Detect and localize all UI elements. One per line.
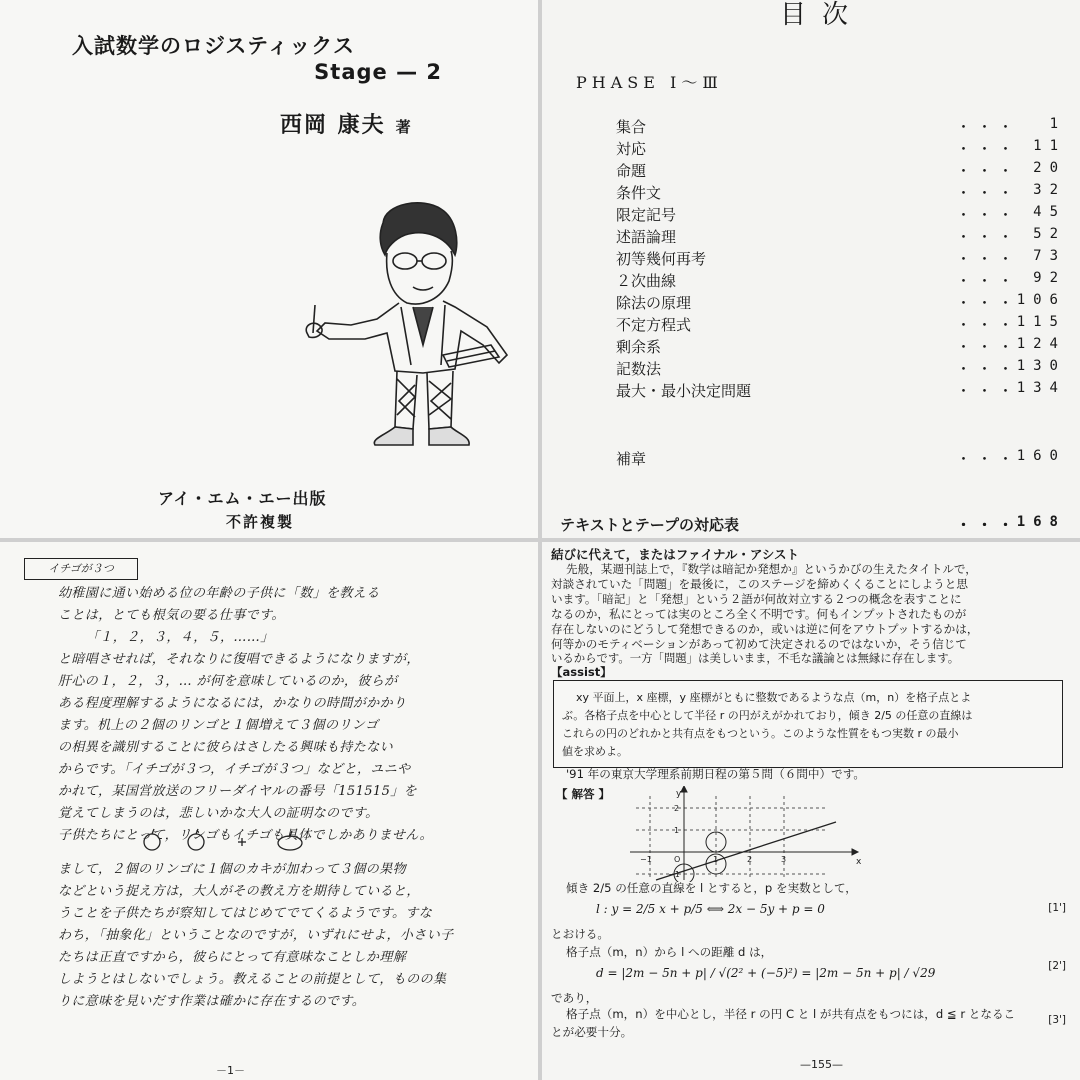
toc-item: [616, 292, 1066, 314]
toc-item-page: 45: [1033, 204, 1066, 220]
tick-label: 3: [781, 855, 787, 864]
toc-leader: ・・・: [956, 294, 1020, 312]
body-line: なるのか，私にとっては実のところ全く不明です。何もインプットされたものが: [551, 607, 967, 621]
toc-item: [616, 380, 1066, 402]
toc-leader: ・・・: [956, 118, 1020, 136]
author-caricature-illustration: [295, 195, 525, 455]
formula-distance: d = |2m − 5n + p| / √(2² + (−5)²) = |2m − 5n + p| / √29: [596, 966, 936, 980]
cover-publisher: アイ・エム・エー出版: [158, 489, 327, 508]
handwritten-line: ます。机上の２個のリンゴと１個増えて３個のリンゴ: [58, 718, 379, 733]
toc-item-title: 限定記号: [616, 206, 677, 224]
origin-label: O: [674, 855, 681, 864]
problem-line: 値を求めよ。: [562, 745, 628, 758]
tick-label: 1: [674, 826, 680, 835]
page-number: —155—: [800, 1058, 843, 1071]
handwritten-line: ある程度理解するようになるには，かなりの時間がかかり: [58, 696, 407, 711]
toc-item-title: 除法の原理: [616, 294, 692, 312]
section-title-box: イチゴが３つ: [24, 558, 138, 580]
body-line: 対談されていた「問題」を最後に，このステージを締めくくることにしようと思: [551, 577, 968, 591]
body-line: であり，: [551, 991, 598, 1005]
handwritten-line: わち，「抽象化」ということなのですが，いずれにせよ，小さい子: [58, 928, 454, 943]
handwritten-line: 幼稚園に通い始める位の年齢の子供に「数」を教える: [58, 586, 380, 601]
answer-label: 【 解答 】: [556, 787, 611, 801]
tick-label: −1: [668, 870, 680, 879]
toc-item-page: 168: [1016, 514, 1066, 530]
toc-leader: ・・・: [956, 184, 1020, 202]
cover-copyright: 不許複製: [226, 513, 295, 531]
handwritten-line: かれて，某国営放送のフリーダイヤルの番号「151515」を: [58, 784, 418, 799]
toc-leader: ・・・: [956, 272, 1020, 290]
toc-leader: ・・・: [956, 316, 1020, 334]
toc-supplement: [616, 448, 1066, 470]
toc-leader: ・・・: [956, 250, 1020, 268]
author-suffix: 著: [395, 118, 413, 136]
toc-leader: ・・・: [956, 382, 1020, 400]
handwritten-line: しようとはしないでしょう。教えることの前提として，ものの集: [58, 972, 447, 987]
toc-item-title: 最大・最小決定問題: [616, 382, 752, 400]
handwritten-line: うことを子供たちが察知してはじめてでてくるようです。すな: [58, 906, 433, 921]
body-line: 格子点（m，n）を中心とし，半径 r の円 C と l が共有点をもつには，d ≦ r となるこ: [566, 1007, 1016, 1021]
problem-box: [553, 680, 1063, 768]
axis-label-x: x: [856, 857, 862, 867]
equation-ref: [3']: [1048, 1014, 1066, 1026]
toc-item: [616, 182, 1066, 204]
problem-line: ぶ。各格子点を中心として半径 r の円がえがかれており，傾き 2/5 の任意の直線は: [562, 709, 973, 722]
section-heading: 結びに代えて，またはファイナル・アシスト: [551, 547, 800, 562]
toc-item-title: 条件文: [616, 184, 662, 202]
body-line: 何等かのモティベーションがあって初めて決定されるのではないか，そう信じて: [551, 637, 967, 651]
problem-line: これらの円のどれかと共有点をもつという。このような性質をもつ実数 r の最小: [562, 727, 959, 740]
cover-title: 入試数学のロジスティックス: [72, 34, 356, 58]
tick-label: 1: [713, 855, 719, 864]
problem-line: xy 平面上，x 座標，y 座標がともに整数であるような点（m，n）を格子点とよ: [576, 691, 972, 704]
toc-item-title: 記数法: [616, 360, 662, 378]
apple-sketch-illustration: [140, 826, 320, 854]
toc-item: [616, 314, 1066, 336]
handwritten-line: 肝心の１，２，３，… が何を意味しているのか，彼らが: [58, 674, 398, 689]
axis-label-y: y: [676, 789, 682, 799]
toc-leader: ・・・: [956, 516, 1020, 534]
toc-item-page: 106: [1016, 292, 1066, 308]
cover-page: [0, 0, 538, 538]
cover-author: [280, 108, 413, 139]
page-number: －1－: [216, 1064, 245, 1077]
toc-item-title: 対応: [616, 140, 647, 158]
tick-label: 2: [674, 804, 680, 813]
toc-last-entry: [560, 514, 1074, 536]
formula-line-equation: l : y = 2/5 x + p/5 ⟺ 2x − 5y + p = 0: [596, 902, 825, 916]
toc-heading: 目次: [780, 0, 865, 30]
toc-item: [616, 248, 1066, 270]
toc-item-title: テキストとテープの対応表: [560, 516, 739, 534]
handwritten-line: りに意味を見いだす作業は確かに存在するのです。: [58, 994, 366, 1009]
assist-label: 【assist】: [551, 665, 612, 679]
toc-item-title: 初等幾何再考: [616, 250, 707, 268]
toc-item-page: 160: [1016, 448, 1066, 464]
toc-item: [616, 138, 1066, 160]
body-line: います。「暗記」と「発想」という２語が何故対立する２つの概念を表すことに: [551, 592, 962, 606]
toc-item-title: 剰余系: [616, 338, 662, 356]
toc-leader: ・・・: [956, 206, 1020, 224]
equation-ref: [1']: [1048, 902, 1066, 914]
toc-leader: ・・・: [956, 450, 1020, 468]
body-line: 先般，某週刊誌上で，『数学は暗記か発想か』というかびの生えたタイトルで，: [566, 562, 977, 576]
cover-stage: Stage — 2: [314, 60, 442, 84]
toc-item: [616, 160, 1066, 182]
handwritten-line: まして，２個のリンゴに１個のカキが加わって３個の果物: [58, 862, 407, 877]
toc-item-title: ２次曲線: [616, 272, 677, 290]
source-line: '91 年の東京大学理系前期日程の第５問（６問中）です。: [566, 767, 865, 781]
toc-item-page: 1: [1049, 116, 1066, 132]
handwritten-line: 覚えてしまうのは，悲しいかな大人の証明なのです。: [58, 806, 379, 821]
handwritten-line: たちは正直ですから，彼らにとって有意味なことしか理解: [58, 950, 407, 965]
toc-item-page: 73: [1033, 248, 1066, 264]
toc-item-page: 115: [1016, 314, 1066, 330]
body-line: 存在しないのにどうして発想できるのか，或いは逆に何をアウトプットするかは，: [551, 622, 979, 636]
handwritten-line: と暗唱させれば，それなりに復唱できるようになりますが，: [58, 652, 420, 667]
handwritten-line: の相異を識別することに彼らはさしたる興味も持たない: [58, 740, 394, 755]
body-line: とおける。: [551, 927, 609, 941]
toc-item-title: 補章: [616, 450, 647, 468]
toc-leader: ・・・: [956, 338, 1020, 356]
handwritten-line: 子供たちにとって，リンゴもイチゴも具体でしかありません。: [58, 828, 433, 843]
tick-label: −1: [640, 855, 652, 864]
toc-item-page: 52: [1033, 226, 1066, 242]
toc-leader: ・・・: [956, 360, 1020, 378]
toc-leader: ・・・: [956, 162, 1020, 180]
body-line: 格子点（m，n）から l への距離 d は，: [566, 945, 773, 959]
lattice-circle-graph: [616, 786, 866, 882]
toc-item-page: 32: [1033, 182, 1066, 198]
toc-item: [616, 336, 1066, 358]
equation-ref: [2']: [1048, 960, 1066, 972]
toc-item-page: 92: [1033, 270, 1066, 286]
toc-item-title: 不定方程式: [616, 316, 692, 334]
toc-leader: ・・・: [956, 228, 1020, 246]
toc-item: [616, 358, 1066, 380]
author-name: 西岡 康夫: [280, 113, 386, 138]
toc-item-page: 130: [1016, 358, 1066, 374]
handwritten-line: からです。「イチゴが３つ，イチゴが３つ」などと，ユニや: [58, 762, 411, 777]
toc-item-title: 命題: [616, 162, 647, 180]
handwritten-line: 「１，２，３，４，５，……」: [86, 630, 274, 645]
body-line: 傾き 2/5 の任意の直線を l とすると，p を実数として，: [566, 881, 857, 895]
toc-item-page: 20: [1033, 160, 1066, 176]
tick-label: 2: [747, 855, 753, 864]
toc-phase: PHASE Ⅰ～Ⅲ: [576, 73, 723, 92]
toc-item-title: 述語論理: [616, 228, 677, 246]
handwritten-line: ことは，とても根気の要る仕事です。: [58, 608, 285, 623]
toc-item-page: 11: [1033, 138, 1066, 154]
body-line: いるからです。一方「問題」は美しいまま，不毛な議論とは無縁に存在します。: [551, 651, 960, 665]
toc-item: [616, 270, 1066, 292]
toc-item-title: 集合: [616, 118, 647, 136]
toc-item: [616, 204, 1066, 226]
toc-item: [616, 116, 1066, 138]
toc-leader: ・・・: [956, 140, 1020, 158]
body-line: とが必要十分。: [551, 1025, 633, 1039]
toc-item: [616, 226, 1066, 248]
toc-item-page: 134: [1016, 380, 1066, 396]
toc-item-page: 124: [1016, 336, 1066, 352]
handwritten-line: などという捉え方は，大人がその教え方を期待していると，: [58, 884, 420, 899]
